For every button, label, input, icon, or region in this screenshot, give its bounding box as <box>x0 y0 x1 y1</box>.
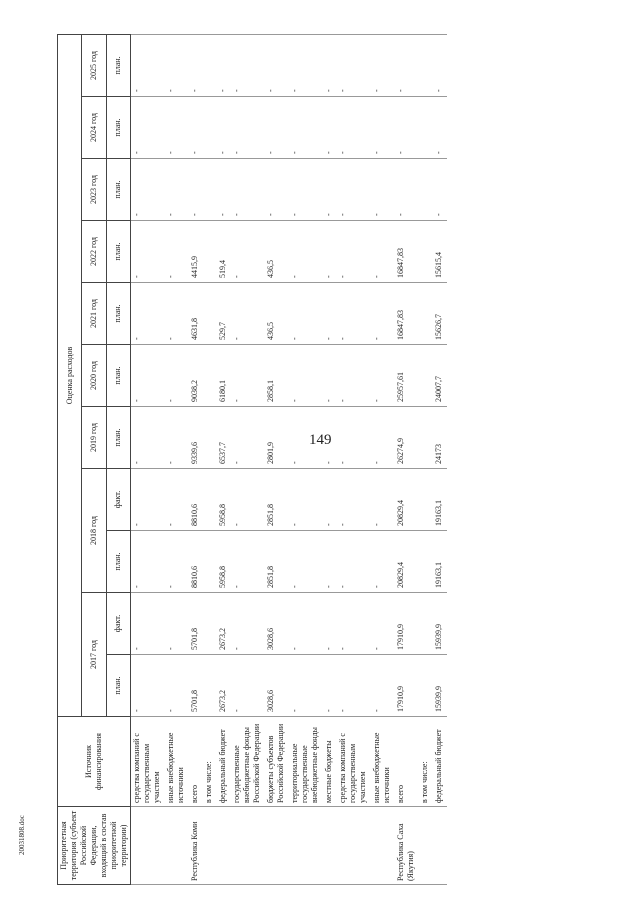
table-row <box>217 34 231 884</box>
header-plan: план. <box>106 283 130 345</box>
value-cell: - <box>131 97 165 159</box>
value-cell: 436,5 <box>265 283 289 345</box>
value-cell: - <box>289 655 323 717</box>
value-cell: 15615,4 <box>433 221 447 283</box>
value-cell: 4415,9 <box>189 221 203 283</box>
value-cell: - <box>395 159 419 221</box>
value-cell: 24007,7 <box>433 345 447 407</box>
value-cell <box>419 34 433 96</box>
value-cell: - <box>323 221 337 283</box>
value-cell: 5701,8 <box>189 655 203 717</box>
header-plan: план. <box>106 345 130 407</box>
value-cell: 17910,9 <box>395 655 419 717</box>
value-cell <box>419 655 433 717</box>
header-expenses: Оценка расходов <box>58 34 82 716</box>
value-cell: - <box>231 34 265 96</box>
source-cell: средства компаний с государственным участием <box>131 717 165 807</box>
source-cell: в том числе: <box>419 717 433 807</box>
value-cell: 519,4 <box>217 221 231 283</box>
value-cell: - <box>337 593 371 655</box>
value-cell: - <box>371 97 395 159</box>
territory-cell <box>131 807 165 885</box>
value-cell: - <box>189 97 203 159</box>
table-row <box>189 34 203 884</box>
value-cell <box>419 345 433 407</box>
value-cell: 16847,83 <box>395 283 419 345</box>
value-cell: 436,5 <box>265 221 289 283</box>
value-cell: - <box>231 221 265 283</box>
value-cell <box>419 283 433 345</box>
table-row <box>395 34 419 884</box>
value-cell <box>419 593 433 655</box>
value-cell: - <box>131 531 165 593</box>
source-cell: бюджеты субъектов Российской Федерации <box>265 717 289 807</box>
value-cell: - <box>231 283 265 345</box>
value-cell: - <box>289 469 323 531</box>
source-cell: федеральный бюджет <box>217 717 231 807</box>
territory-cell: Республика Коми <box>189 807 203 885</box>
value-cell: - <box>231 469 265 531</box>
value-cell: - <box>131 159 165 221</box>
value-cell: 2858,1 <box>265 345 289 407</box>
value-cell: - <box>371 469 395 531</box>
value-cell: - <box>337 469 371 531</box>
value-cell: - <box>289 34 323 96</box>
value-cell: - <box>165 407 189 469</box>
value-cell: - <box>337 159 371 221</box>
value-cell: 8810,6 <box>189 469 203 531</box>
header-plan: план. <box>106 655 130 717</box>
value-cell: 25957,61 <box>395 345 419 407</box>
value-cell <box>203 655 217 717</box>
value-cell: - <box>337 34 371 96</box>
value-cell: - <box>323 345 337 407</box>
header-year-2024: 2024 год <box>82 97 106 159</box>
header-plan: план. <box>106 407 130 469</box>
header-year-2017: 2017 год <box>82 593 106 717</box>
header-plan: план. <box>106 97 130 159</box>
value-cell: - <box>323 159 337 221</box>
value-cell: - <box>337 407 371 469</box>
table-row <box>289 34 323 884</box>
value-cell: 15939,9 <box>433 655 447 717</box>
territory-cell <box>231 807 265 885</box>
value-cell <box>203 34 217 96</box>
value-cell: 15939,9 <box>433 593 447 655</box>
table-row <box>337 34 371 884</box>
value-cell: - <box>323 593 337 655</box>
value-cell: - <box>371 655 395 717</box>
value-cell: - <box>231 97 265 159</box>
value-cell: 6180,1 <box>217 345 231 407</box>
value-cell <box>419 97 433 159</box>
value-cell: - <box>323 469 337 531</box>
value-cell: - <box>289 159 323 221</box>
value-cell: - <box>165 159 189 221</box>
value-cell: 16847,83 <box>395 221 419 283</box>
value-cell: - <box>131 221 165 283</box>
value-cell: - <box>371 34 395 96</box>
value-cell: - <box>371 159 395 221</box>
value-cell <box>203 593 217 655</box>
value-cell: 5958,8 <box>217 469 231 531</box>
value-cell: - <box>231 407 265 469</box>
table-row <box>165 34 189 884</box>
table-row <box>323 34 337 884</box>
territory-cell <box>165 807 189 885</box>
value-cell: 2673,2 <box>217 655 231 717</box>
table-header <box>58 34 131 884</box>
header-year-2020: 2020 год <box>82 345 106 407</box>
value-cell: 9038,2 <box>189 345 203 407</box>
value-cell: - <box>265 97 289 159</box>
source-cell: иные внебюджетные источники <box>165 717 189 807</box>
value-cell: - <box>323 407 337 469</box>
value-cell: 8810,6 <box>189 531 203 593</box>
value-cell: - <box>231 593 265 655</box>
value-cell: - <box>165 531 189 593</box>
value-cell: - <box>337 345 371 407</box>
value-cell: - <box>289 221 323 283</box>
value-cell: 2801,9 <box>265 407 289 469</box>
value-cell: - <box>289 97 323 159</box>
table-row <box>265 34 289 884</box>
value-cell: - <box>217 159 231 221</box>
value-cell: - <box>231 159 265 221</box>
header-year-2021: 2021 год <box>82 283 106 345</box>
value-cell: 4631,8 <box>189 283 203 345</box>
value-cell: 19163,1 <box>433 531 447 593</box>
value-cell: - <box>323 655 337 717</box>
value-cell: 9339,6 <box>189 407 203 469</box>
value-cell <box>203 407 217 469</box>
value-cell: - <box>231 345 265 407</box>
header-fact: факт. <box>106 469 130 531</box>
value-cell: - <box>131 469 165 531</box>
value-cell: - <box>131 283 165 345</box>
expenses-table <box>57 34 447 885</box>
value-cell: - <box>189 34 203 96</box>
value-cell <box>203 97 217 159</box>
value-cell: 20829,4 <box>395 531 419 593</box>
value-cell: 6537,7 <box>217 407 231 469</box>
value-cell: - <box>395 34 419 96</box>
value-cell <box>419 531 433 593</box>
value-cell: - <box>165 97 189 159</box>
territory-cell <box>265 807 289 885</box>
value-cell: - <box>131 593 165 655</box>
value-cell: 3028,6 <box>265 593 289 655</box>
value-cell <box>203 531 217 593</box>
value-cell: - <box>165 593 189 655</box>
value-cell: - <box>371 283 395 345</box>
territory-cell <box>419 807 433 885</box>
value-cell <box>419 469 433 531</box>
value-cell: - <box>337 283 371 345</box>
territory-cell <box>217 807 231 885</box>
source-cell: всего <box>189 717 203 807</box>
table-row <box>371 34 395 884</box>
footer-document-code: 20031808.doc <box>18 815 26 855</box>
value-cell: - <box>395 97 419 159</box>
value-cell: - <box>323 34 337 96</box>
value-cell: - <box>337 655 371 717</box>
value-cell: - <box>289 593 323 655</box>
value-cell: - <box>371 345 395 407</box>
value-cell: - <box>371 221 395 283</box>
territory-cell <box>371 807 395 885</box>
value-cell <box>419 221 433 283</box>
value-cell <box>419 159 433 221</box>
table-row <box>433 34 447 884</box>
value-cell: - <box>165 221 189 283</box>
value-cell: - <box>131 655 165 717</box>
value-cell: - <box>323 97 337 159</box>
value-cell: - <box>189 159 203 221</box>
value-cell: - <box>337 97 371 159</box>
source-cell: государственные внебюджетные фонды Российской Федерации <box>231 717 265 807</box>
value-cell: 5701,8 <box>189 593 203 655</box>
value-cell: 24173 <box>433 407 447 469</box>
source-cell: иные внебюджетные источники <box>371 717 395 807</box>
value-cell: - <box>289 345 323 407</box>
value-cell: - <box>165 34 189 96</box>
value-cell: - <box>165 655 189 717</box>
table-body <box>131 34 447 884</box>
value-cell: - <box>131 34 165 96</box>
header-plan: план. <box>106 531 130 593</box>
header-plan: план. <box>106 34 130 96</box>
value-cell: - <box>433 97 447 159</box>
table-row <box>231 34 265 884</box>
source-cell: территориальные государственные внебюджетные фонды <box>289 717 323 807</box>
header-fact: факт. <box>106 593 130 655</box>
territory-cell <box>323 807 337 885</box>
value-cell: - <box>323 283 337 345</box>
value-cell <box>203 221 217 283</box>
table-row <box>131 34 165 884</box>
value-cell: - <box>289 531 323 593</box>
territory-cell <box>289 807 323 885</box>
value-cell: 26274,9 <box>395 407 419 469</box>
value-cell: - <box>217 97 231 159</box>
value-cell: - <box>337 221 371 283</box>
header-year-2023: 2023 год <box>82 159 106 221</box>
value-cell: - <box>131 407 165 469</box>
value-cell: - <box>433 159 447 221</box>
table-row <box>419 34 433 884</box>
value-cell: - <box>231 531 265 593</box>
rotated-table-container <box>57 35 617 885</box>
header-plan: план. <box>106 221 130 283</box>
territory-cell <box>433 807 447 885</box>
value-cell: 2851,8 <box>265 531 289 593</box>
territory-cell: Республика Саха (Якутия) <box>395 807 419 885</box>
value-cell: - <box>433 34 447 96</box>
value-cell: - <box>371 593 395 655</box>
value-cell <box>203 159 217 221</box>
value-cell: 2851,8 <box>265 469 289 531</box>
header-plan: план. <box>106 159 130 221</box>
value-cell: - <box>337 531 371 593</box>
value-cell: 5958,8 <box>217 531 231 593</box>
territory-cell <box>337 807 371 885</box>
value-cell: 529,7 <box>217 283 231 345</box>
value-cell: - <box>165 283 189 345</box>
territory-cell <box>203 807 217 885</box>
value-cell: 19163,1 <box>433 469 447 531</box>
value-cell: - <box>371 531 395 593</box>
table-row <box>203 34 217 884</box>
value-cell: 20829,4 <box>395 469 419 531</box>
value-cell: - <box>289 407 323 469</box>
value-cell: - <box>371 407 395 469</box>
page-number: 149 <box>309 432 332 448</box>
value-cell: - <box>217 34 231 96</box>
value-cell: - <box>231 655 265 717</box>
value-cell: - <box>323 531 337 593</box>
header-year-2018: 2018 год <box>82 469 106 593</box>
source-cell: местные бюджеты <box>323 717 337 807</box>
value-cell: - <box>131 345 165 407</box>
value-cell <box>203 469 217 531</box>
header-source: Источник финансирования <box>58 717 131 807</box>
source-cell: средства компаний с государственным участием <box>337 717 371 807</box>
value-cell <box>419 407 433 469</box>
value-cell <box>203 345 217 407</box>
value-cell: 17910,9 <box>395 593 419 655</box>
value-cell <box>203 283 217 345</box>
source-cell: всего <box>395 717 419 807</box>
value-cell: - <box>265 34 289 96</box>
source-cell: в том числе: <box>203 717 217 807</box>
value-cell: - <box>165 345 189 407</box>
value-cell: - <box>265 159 289 221</box>
header-territory: Приоритетная территория (субъект Российской Федерации, входящий в состав приоритетной территории) <box>58 807 131 885</box>
value-cell: 3028,6 <box>265 655 289 717</box>
header-year-2025: 2025 год <box>82 34 106 96</box>
header-year-2022: 2022 год <box>82 221 106 283</box>
value-cell: 2673,2 <box>217 593 231 655</box>
value-cell: - <box>165 469 189 531</box>
header-year-2019: 2019 год <box>82 407 106 469</box>
value-cell: - <box>289 283 323 345</box>
source-cell: федеральный бюджет <box>433 717 447 807</box>
value-cell: 15626,7 <box>433 283 447 345</box>
